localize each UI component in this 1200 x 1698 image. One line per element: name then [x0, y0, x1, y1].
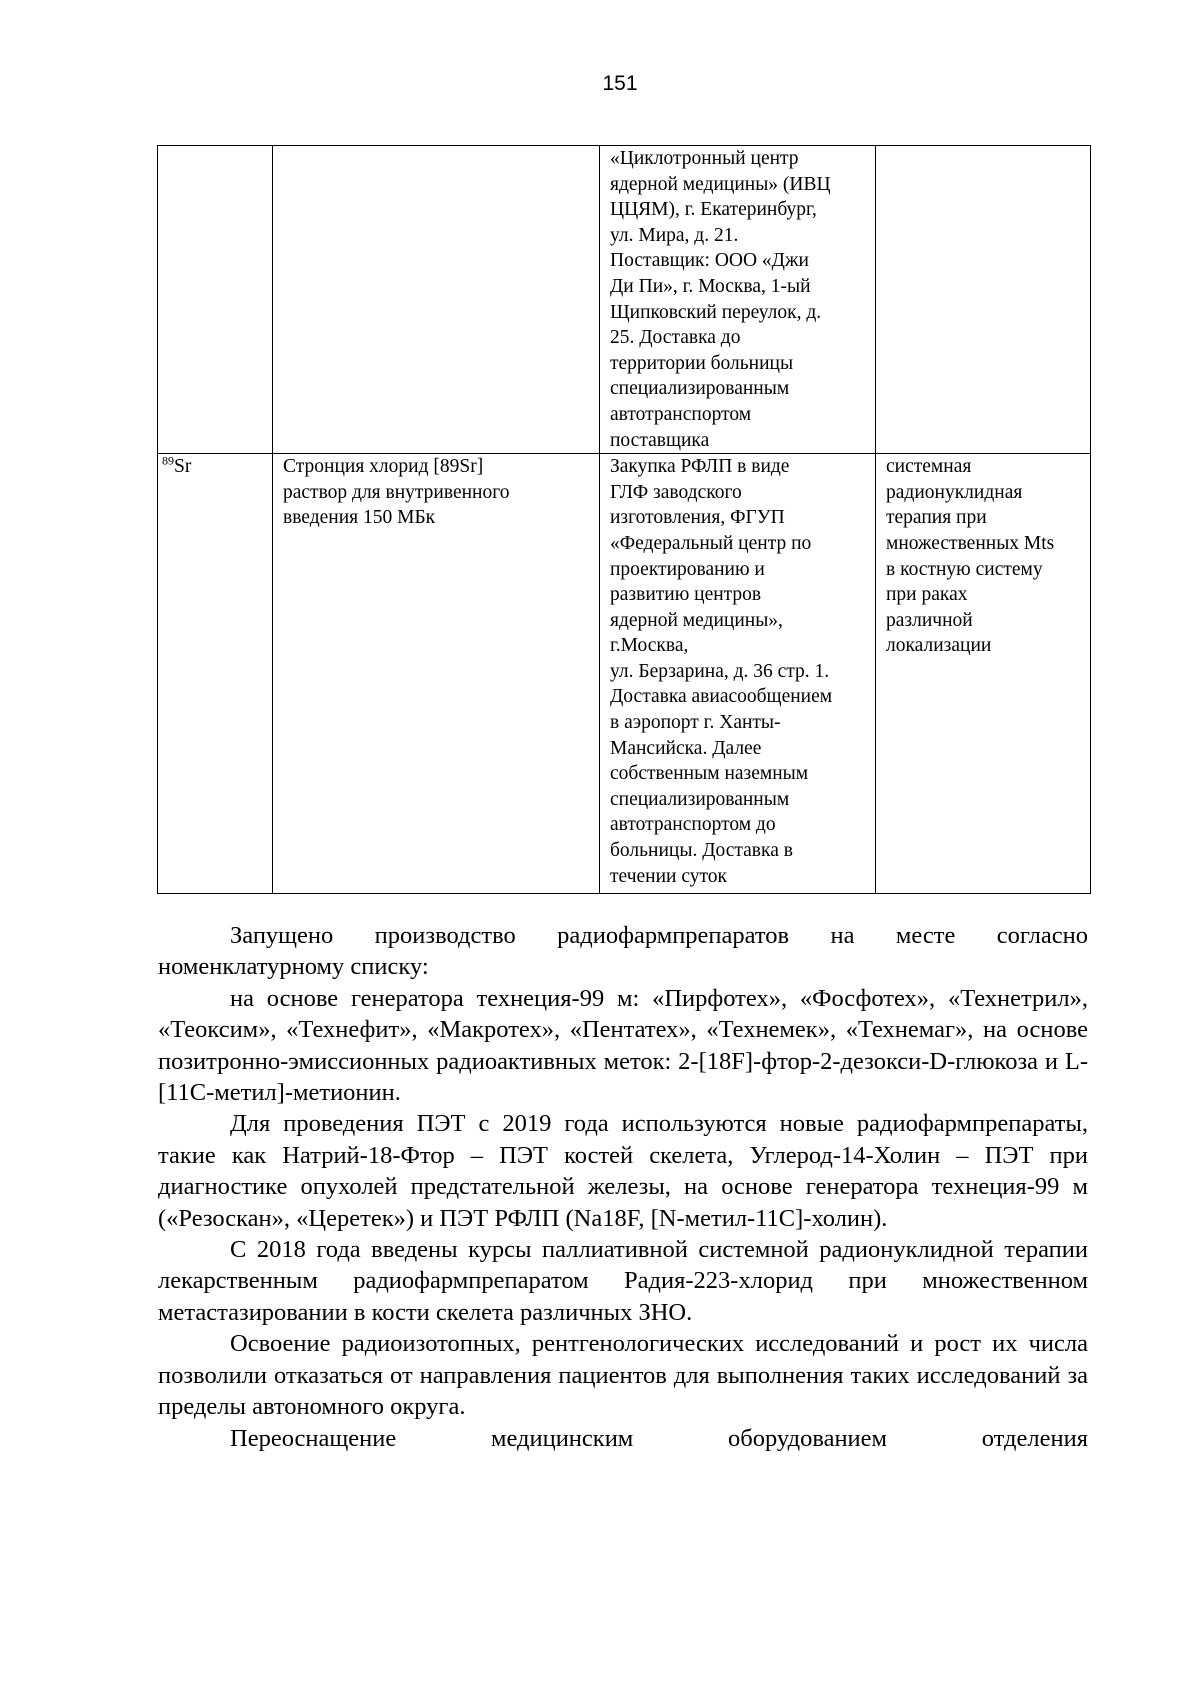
- procurement-cell: [600, 454, 876, 894]
- paragraph: Для проведения ПЭТ с 2019 года используются новые радиофармпрепараты, такие как Натрий-18-Фтор – ПЭТ костей скелета, Углерод-14-Холин – ПЭТ при диагностике опухолей предстательной железы, на основе генератора технеция-99 м («Резоскан», «Церетек») и ПЭТ РФЛП (Na18F, [N-метил-11C]-холин).: [158, 1110, 1088, 1232]
- page-number: 151: [602, 72, 638, 95]
- procurement-cell: [600, 146, 876, 454]
- isotope-mass-number: 89: [162, 453, 174, 468]
- drug-text: Стронция хлорид [89Sr] раствор для внутривенного введения 150 МБк: [283, 456, 510, 529]
- indication-text: системная радионуклидная терапия при множественных Mts в костную систему при раках различной локализации: [886, 456, 1055, 657]
- isotope-symbol: Sr: [174, 456, 192, 478]
- paragraph: С 2018 года введены курсы паллиативной системной радионуклидной терапии лекарственным радиофармпрепаратом Радия-223-хлорид при множественном метастазировании в кости скелета различных ЗНО.: [158, 1236, 1088, 1326]
- isotope-cell: [158, 454, 273, 894]
- drug-cell: [273, 454, 600, 894]
- paragraph: на основе генератора технеция-99 м: «Пирфотех», «Фосфотех», «Технетрил», «Теоксим», «Технефит», «Макротех», «Пентатех», «Технемек», «Технемаг», на основе позитронно-эмиссионных радиоактивных меток: 2-[18F]-фтор-2-дезокси-D-глюкоза и L-[11С-метил]-метионин.: [158, 984, 1088, 1107]
- paragraph: Запущено производство радиофармпрепаратов на месте согласно номенклатурному списку:: [158, 922, 1088, 981]
- drug-cell: [273, 146, 600, 454]
- procurement-text: «Циклотронный центр ядерной медицины» (ИВЦ ЦЦЯМ), г. Екатеринбург, ул. Мира, д. 21. Поставщик: ООО «Джи Ди Пи», г. Москва, 1-ый Щипковский переулок, д. 25. Доставка до территории больницы специализированным автотранспортом поставщика: [610, 148, 831, 451]
- supply-table: [157, 145, 1091, 894]
- paragraph: Освоение радиоизотопных, рентгенологических исследований и рост их числа позволили отказаться от направления пациентов для выполнения таких исследований за пределы автономного округа.: [158, 1330, 1088, 1421]
- paragraph: Переоснащение медицинским оборудованием отделения: [230, 1424, 1088, 1452]
- isotope-cell: [158, 146, 273, 454]
- table-row: [158, 146, 1091, 454]
- indication-cell: [876, 454, 1091, 894]
- table-row: [158, 454, 1091, 894]
- indication-cell: [876, 146, 1091, 454]
- procurement-text: Закупка РФЛП в виде ГЛФ заводского изготовления, ФГУП «Федеральный центр по проектированию и развитию центров ядерной медицины», г.Москва, ул. Берзарина, д. 36 стр. 1. Доставка авиасообщением в аэропорт г. Ханты- Мансийска. Далее собственным наземным специализированным автотранспортом до больницы. Доставка в течении суток: [610, 456, 833, 887]
- body-text: [158, 920, 1088, 1454]
